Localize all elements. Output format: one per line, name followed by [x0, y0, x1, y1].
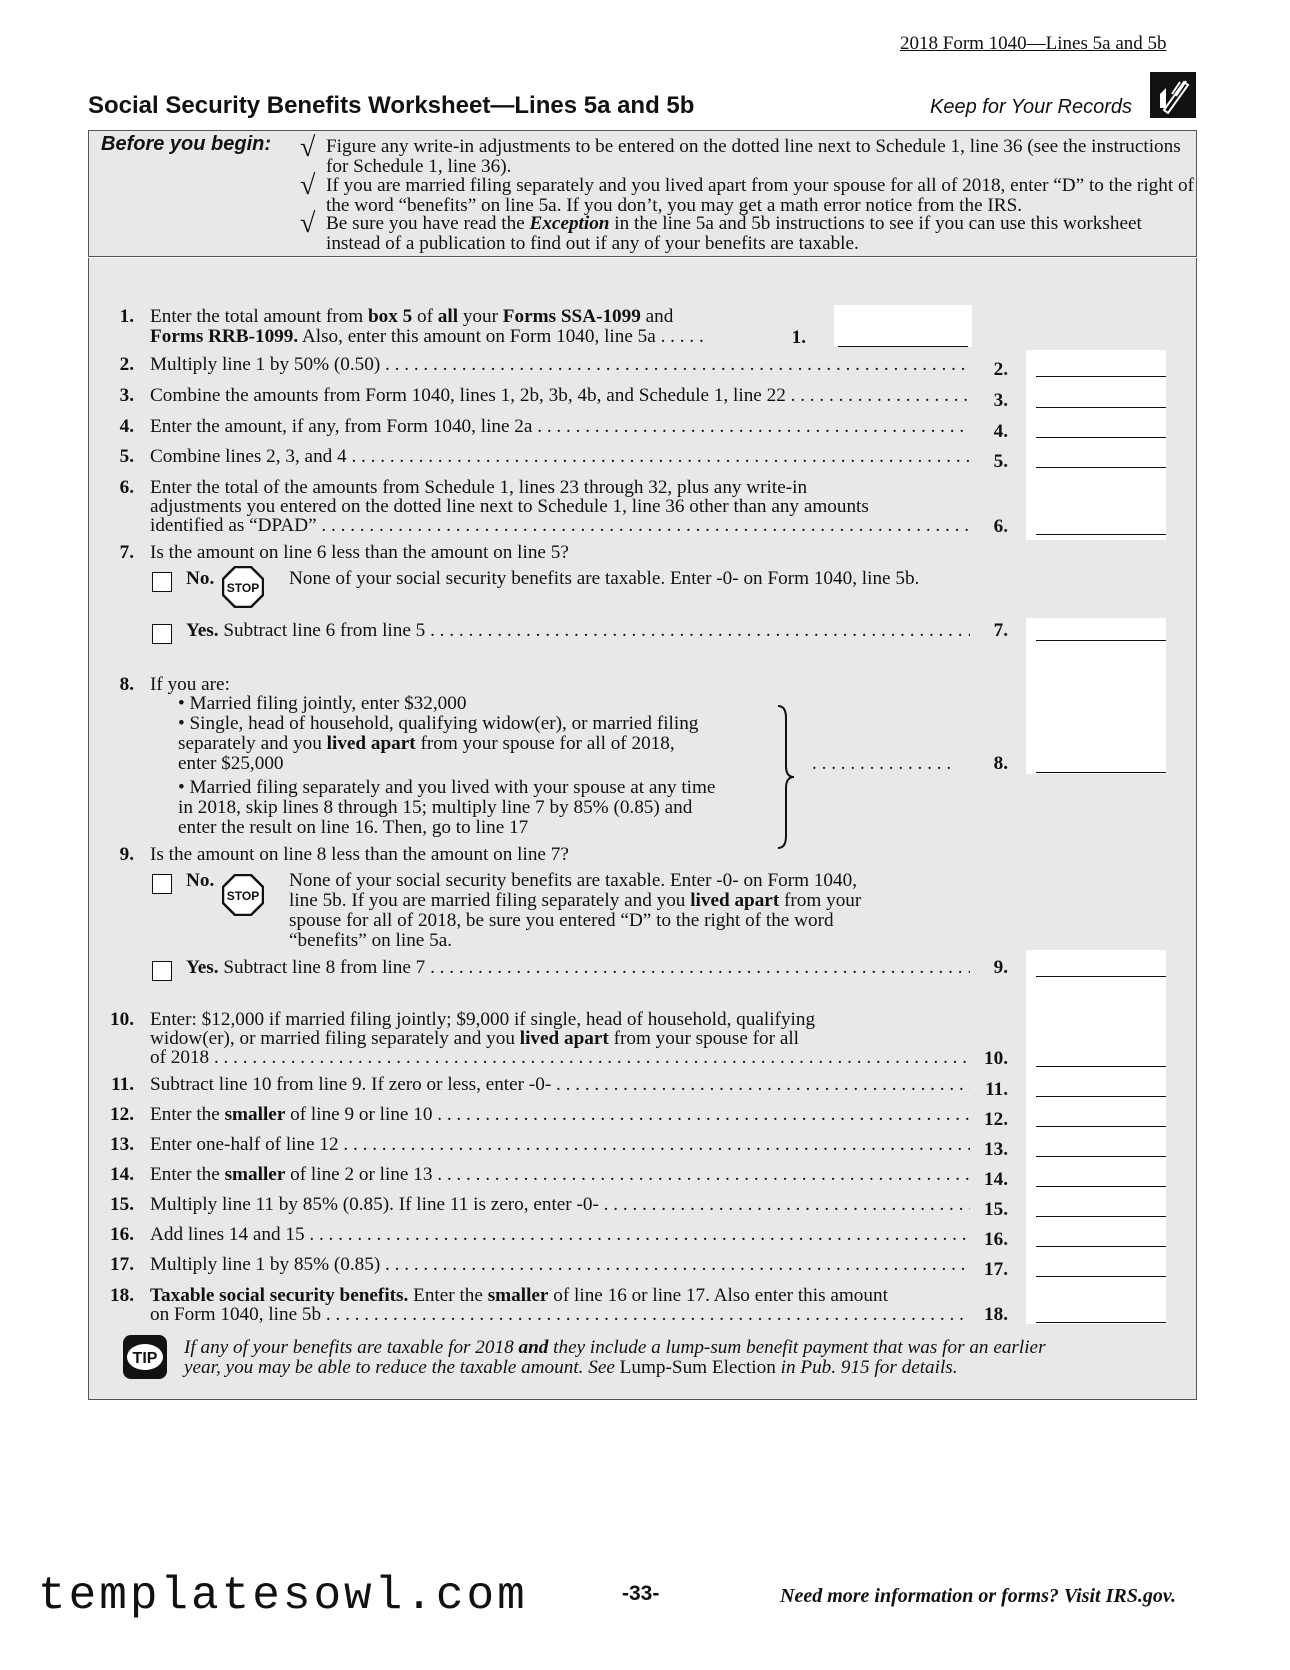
line-18-text-1: Taxable social security benefits. Enter the smaller of line 16 or line 17. Also enter this amount — [150, 1285, 888, 1306]
line-18-text-2: on Form 1040, line 5b . . . — [150, 1305, 970, 1325]
line-number: 16. — [110, 1224, 134, 1245]
line-number: 11. — [111, 1074, 134, 1095]
line-ref: 16. — [984, 1229, 1008, 1250]
tip-icon — [122, 1334, 168, 1380]
line-ref: 9. — [993, 957, 1008, 978]
line-number: 1. — [119, 306, 134, 327]
worksheet-title: Social Security Benefits Worksheet—Lines 5a and 5b — [88, 92, 695, 119]
line-8-intro: If you are: — [150, 674, 230, 695]
running-header: 2018 Form 1040—Lines 5a and 5b — [900, 33, 1167, 54]
check-mark-icon: √ — [300, 132, 316, 163]
line-9-yes-checkbox[interactable] — [152, 961, 172, 981]
line-number: 12. — [110, 1104, 134, 1125]
line-6-text-2: adjustments you entered on the dotted line next to Schedule 1, line 36 other than any amounts — [150, 496, 869, 517]
line-4-field[interactable] — [1036, 437, 1166, 438]
line-13-field[interactable] — [1036, 1156, 1166, 1157]
line-7-field[interactable] — [1036, 640, 1166, 641]
stop-sign-icon — [222, 566, 264, 608]
line-ref: 11. — [985, 1079, 1008, 1100]
keep-for-records-label: Keep for Your Records — [930, 96, 1132, 118]
line-7-no-label: No. — [186, 568, 215, 589]
line-7-yes-text: Yes. Subtract line 6 from line 5 . . . — [186, 621, 970, 641]
line-number: 9. — [119, 844, 134, 865]
line-11-text: Subtract line 10 from line 9. If zero or less, enter -0- . . . — [150, 1075, 970, 1095]
line-number: 3. — [119, 385, 134, 406]
line-1-field[interactable] — [838, 346, 968, 347]
line-14-field[interactable] — [1036, 1186, 1166, 1187]
line-17-text: Multiply line 1 by 85% (0.85) . . . — [150, 1255, 970, 1275]
line-ref: 17. — [984, 1259, 1008, 1280]
line-ref: 4. — [993, 421, 1008, 442]
line-8-option-3: • Married filing separately and you lived with your spouse at any time in 2018, skip lines 8 through 15; multiply line 7 by 85% (0.85) and enter the result on line 16. Then, go to line 17 — [178, 777, 716, 838]
svg-text:STOP: STOP — [226, 889, 260, 903]
line-number: 14. — [110, 1164, 134, 1185]
line-3-text: Combine the amounts from Form 1040, lines 1, 2b, 3b, 4b, and Schedule 1, line 22 . . . — [150, 386, 970, 406]
page-number: -33- — [622, 1582, 660, 1605]
before-item-2: If you are married filing separately and you lived apart from your spouse for all of 2018, enter “D” to the right of the word “benefits” on line 5a. If you don’t, you may get a math error notice from the IRS. — [326, 175, 1194, 216]
footer-help-text: Need more information or forms? Visit IRS.gov. — [780, 1585, 1176, 1607]
right-column-box-c — [1026, 950, 1166, 1324]
line-9-no-checkbox[interactable] — [152, 874, 172, 894]
line-number: 4. — [119, 416, 134, 437]
line-11-field[interactable] — [1036, 1096, 1166, 1097]
stop-sign-icon — [222, 874, 264, 916]
before-item-1: Figure any write-in adjustments to be entered on the dotted line next to Schedule 1, line 36 (see the instructions for Schedule 1, line 36). — [326, 136, 1181, 177]
line-10-text-2: widow(er), or married filing separately and you lived apart from your spouse for all — [150, 1028, 800, 1049]
line-13-text: Enter one-half of line 12 . . . — [150, 1135, 970, 1155]
right-brace — [776, 704, 796, 850]
svg-text:STOP: STOP — [226, 581, 260, 595]
line-number: 10. — [110, 1009, 134, 1030]
line-16-text: Add lines 14 and 15 . . . — [150, 1225, 970, 1245]
line-7-yes-checkbox[interactable] — [152, 624, 172, 644]
before-you-begin-label: Before you begin: — [101, 133, 272, 155]
line-number: 7. — [119, 542, 134, 563]
line-8-dots: . . . . . . . . . . . . . . . — [812, 753, 952, 774]
line-ref: 12. — [984, 1109, 1008, 1130]
line-ref: 13. — [984, 1139, 1008, 1160]
right-column-box-a — [1026, 350, 1166, 540]
line-ref: 5. — [993, 451, 1008, 472]
line-12-text: Enter the smaller of line 9 or line 10 . . . — [150, 1105, 970, 1125]
line-6-text-1: Enter the total of the amounts from Schedule 1, lines 23 through 32, plus any write-in — [150, 477, 808, 498]
line-number: 17. — [110, 1254, 134, 1275]
check-mark-icon: √ — [300, 170, 316, 201]
svg-text:TIP: TIP — [132, 1350, 158, 1367]
line-ref: 8. — [993, 753, 1008, 774]
line-number: 8. — [119, 674, 134, 695]
line-1-text: Enter the total amount from box 5 of all your Forms SSA-1099 and Forms RRB-1099. Also, enter this amount on Form 1040, line 5a . . . . . — [150, 306, 704, 347]
line-5-text: Combine lines 2, 3, and 4 . . . — [150, 447, 970, 467]
line-10-field[interactable] — [1036, 1066, 1166, 1067]
line-12-field[interactable] — [1036, 1126, 1166, 1127]
line-ref: 18. — [984, 1304, 1008, 1325]
line-16-field[interactable] — [1036, 1246, 1166, 1247]
line-2-text: Multiply line 1 by 50% (0.50) . . . — [150, 355, 970, 375]
line-number: 15. — [110, 1194, 134, 1215]
right-column-box-b — [1026, 618, 1166, 774]
line-ref: 15. — [984, 1199, 1008, 1220]
line-5-field[interactable] — [1036, 467, 1166, 468]
line-17-field[interactable] — [1036, 1276, 1166, 1277]
pen-paper-icon — [1150, 72, 1196, 118]
line-15-text: Multiply line 11 by 85% (0.85). If line 11 is zero, enter -0- . . . — [150, 1195, 970, 1215]
line-8-option-1: • Married filing jointly, enter $32,000 — [178, 693, 467, 714]
before-item-3: Be sure you have read the Exception in the line 5a and 5b instructions to see if you can use this worksheet instead of a publication to find out if any of your benefits are taxable. — [326, 213, 1142, 254]
line-9-yes-text: Yes. Subtract line 8 from line 7 . . . — [186, 958, 970, 978]
line-1-entry-box — [834, 305, 972, 347]
line-6-text-3: identified as “DPAD” . . . — [150, 516, 970, 536]
line-ref: 10. — [984, 1048, 1008, 1069]
watermark: templatesowl.com — [38, 1570, 528, 1622]
line-number: 6. — [119, 477, 134, 498]
line-9-question: Is the amount on line 8 less than the amount on line 7? — [150, 844, 569, 865]
line-ref: 2. — [993, 359, 1008, 380]
line-number: 13. — [110, 1134, 134, 1155]
line-ref: 3. — [993, 390, 1008, 411]
line-6-field[interactable] — [1036, 534, 1166, 535]
line-7-no-text: None of your social security benefits are taxable. Enter -0- on Form 1040, line 5b. — [289, 568, 920, 589]
line-18-field[interactable] — [1036, 1322, 1166, 1323]
line-8-field[interactable] — [1036, 772, 1166, 773]
line-ref: 6. — [993, 516, 1008, 537]
line-9-no-label: No. — [186, 870, 215, 891]
line-14-text: Enter the smaller of line 2 or line 13 . . . — [150, 1165, 970, 1185]
line-3-field[interactable] — [1036, 407, 1166, 408]
line-15-field[interactable] — [1036, 1216, 1166, 1217]
line-8-option-2: • Single, head of household, qualifying widow(er), or married filing separately and you lived apart from your spouse for all of 2018, enter $25,000 — [178, 713, 699, 774]
line-ref: 1. — [791, 327, 806, 348]
line-ref: 7. — [993, 620, 1008, 641]
line-4-text: Enter the amount, if any, from Form 1040, line 2a . . . — [150, 417, 970, 437]
line-ref: 14. — [984, 1169, 1008, 1190]
line-7-no-checkbox[interactable] — [152, 572, 172, 592]
line-number: 18. — [110, 1285, 134, 1306]
line-7-question: Is the amount on line 6 less than the amount on line 5? — [150, 542, 569, 563]
line-number: 2. — [119, 354, 134, 375]
line-10-text-1: Enter: $12,000 if married filing jointly; $9,000 if single, head of household, qualifying — [150, 1009, 816, 1030]
check-mark-icon: √ — [300, 208, 316, 239]
line-10-text-3: of 2018 . . . — [150, 1048, 970, 1068]
line-number: 5. — [119, 446, 134, 467]
line-9-field[interactable] — [1036, 976, 1166, 977]
tip-text: If any of your benefits are taxable for 2018 and they include a lump-sum benefit payment that was for an earlier year, you may be able to reduce the taxable amount. See Lump-Sum Election in Pub. 915 for details. — [184, 1337, 1046, 1378]
line-2-field[interactable] — [1036, 376, 1166, 377]
line-9-no-text: None of your social security benefits are taxable. Enter -0- on Form 1040, line 5b. If you are married filing separately and you lived apart from your spouse for all of 2018, be sure you entered “D” to the right of the word “benefits” on line 5a. — [289, 870, 862, 951]
